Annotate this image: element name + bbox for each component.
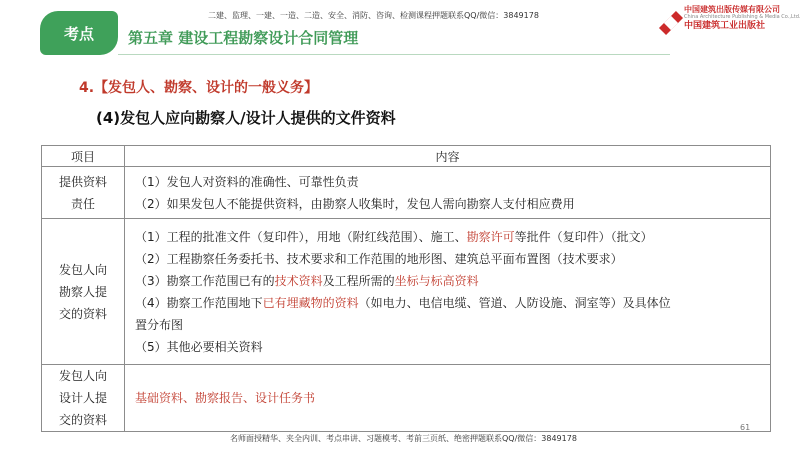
row-content [125,219,771,365]
publisher-logo-icon [659,11,683,35]
row-label [42,167,125,219]
content-line [135,314,764,336]
footer-contact-note: 名师面授精华、夹全内训、考点串讲、习题模考、考前三页纸、绝密押题联系QQ/微信：3849178 [230,434,577,443]
chapter-title: 第五章 建设工程勘察设计合同管理 [128,29,359,47]
highlighted-text: 已有埋藏物的资料 [262,295,359,310]
sub-title: (4)发包人应向勘察人/设计人提供的文件资料 [96,109,396,127]
row-label-line: 勘察人提 [58,284,107,299]
content-line [135,248,764,270]
row-label-line: 提供资料 [58,174,107,189]
content-text: （4）勘察工作范围地下 [135,295,263,310]
page-number: 61 [740,423,751,432]
content-text: （3）勘察工作范围已有的 [135,273,275,288]
header-contact-note: 二建、监理、一建、一造、二造、安全、消防、咨询、检测课程押题联系QQ/微信：3849178 [208,11,539,20]
content-line [135,292,764,314]
content-line [135,270,764,292]
topic-badge: 考点 [40,11,118,55]
highlighted-text: 勘察许可 [466,229,515,244]
content-line [135,336,764,358]
row-label [42,365,125,432]
row-label-line: 发包人向 [58,262,107,277]
content-text: （2）如果发包人不能提供资料，由勘察人收集时，发包人需向勘察人支付相应费用 [135,196,575,211]
content-text: 等批件（复印件）（批文） [514,229,653,244]
content-text: （5）其他必要相关资料 [135,339,263,354]
content-text: 置分布图 [135,317,184,332]
row-content [125,365,771,432]
content-line [135,193,764,215]
table-header-content: 内容 [125,146,771,167]
table-header-row [42,146,771,167]
logo-en-name: China Architecture Publishing & Media Co.,Ltd. [684,13,800,20]
logo-cn-name-2: 中国建筑工业出版社 [684,21,766,32]
content-line [135,226,764,248]
table-row [42,167,771,219]
row-label-line: 发包人向 [58,369,107,383]
content-text: （2）工程勘察任务委托书、技术要求和工作范围的地形图、建筑总平面布置图（技术要求） [135,251,623,266]
table-row [42,365,771,432]
row-label-line: 交的资料 [58,413,107,427]
row-label-line: 交的资料 [58,306,107,321]
row-label [42,219,125,365]
header-divider [118,54,670,55]
content-text: 及工程所需的 [322,273,395,288]
content-text: （1）工程的批准文件（复印件），用地（附红线范围）、施工、 [135,229,467,244]
content-text: （如电力、电信电缆、管道、人防设施、洞室等）及具体位 [358,295,671,310]
content-line [135,387,764,409]
highlighted-text: 坐标与标高资料 [394,273,479,288]
highlighted-text: 技术资料 [274,273,323,288]
publisher-logo [662,5,800,42]
table-header-item: 项目 [42,146,125,167]
table-row [42,219,771,365]
highlighted-text: 基础资料、勘察报告、设计任务书 [135,391,316,405]
content-line [135,171,764,193]
row-label-line: 设计人提 [58,391,107,405]
content-text: （1）发包人对资料的准确性、可靠性负责 [135,174,359,189]
logo-cn-name: 中国建筑出版传媒有限公司 [684,5,780,14]
row-content [125,167,771,219]
section-title: 4.【发包人、勘察、设计的一般义务】 [79,80,319,96]
row-label-line: 责任 [70,196,95,211]
document-table [41,145,771,432]
